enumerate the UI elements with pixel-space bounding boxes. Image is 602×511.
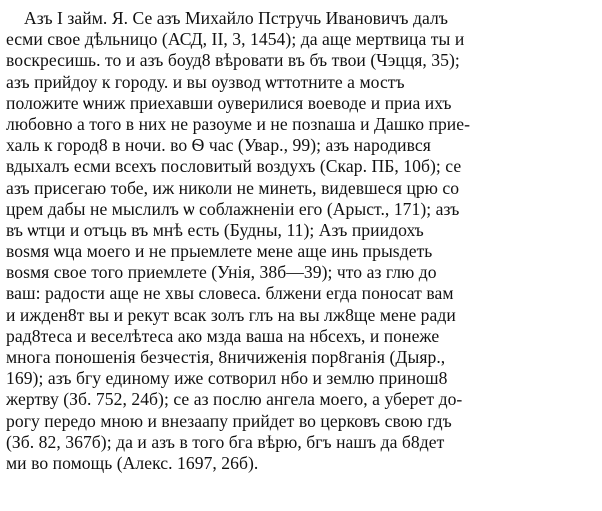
entry-line: црем дабы не мыслилъ ѡ соблажненіи его (Арыст., 171); азъ bbox=[6, 198, 460, 219]
entry-line: воsмя свое того приемлете (Унія, 38б—39); что аз глю до bbox=[6, 262, 437, 283]
entry-line: въ ѡтци и отъць въ мнѣ есть (Будны, 11); Азъ приидохъ bbox=[6, 219, 424, 240]
entry-line: воsмя ѡца моего и не прыемлете мене аще инь прыsдеть bbox=[6, 241, 433, 262]
entry-line: рогу передо мною и внезаапу прийдет во церковъ свою гдъ bbox=[6, 410, 452, 431]
entry-line: (Зб. 82, 367б); да и азъ в того бга вѣрю, бгъ нашъ да б8дет bbox=[6, 431, 445, 452]
entry-line: ми во помощь (Алекс. 1697, 26б). bbox=[6, 452, 259, 473]
entry-line: вдыхалъ есми всехъ пословитый воздухъ (Скар. ПБ, 10б); се bbox=[6, 156, 462, 177]
entry-line: ваш: радости аще не хвы словеса. блжени егда поносат вам bbox=[6, 283, 454, 304]
entry-line: халь к город8 в ночи. во Ѳ час (Увар., 99); азъ народився bbox=[6, 135, 431, 156]
entry-line: воскресишь. то и азъ боуд8 вѣровати въ бъ твои (Чэцця, 35); bbox=[6, 50, 460, 71]
entry-line: 169); азъ бгу единому иже сотворил нбо и землю принош8 bbox=[6, 368, 448, 389]
entry-line: положите ѡниж приехавши оуверилися воеводе и приа ихъ bbox=[6, 92, 452, 113]
entry-line: рад8тесa и веселѣтесa ако мзда ваша на нбсехъ, и понеже bbox=[6, 325, 440, 346]
entry-line: есми свое дѣльницо (АСД, II, 3, 1454); да аще мертвица ты и bbox=[6, 29, 465, 50]
entry-line: многа поношенія безчестія, 8ничиженія пор8ганія (Дыяр., bbox=[6, 347, 446, 367]
entry-line: азъ присегаю тобе, иж николи не минеть, видевшеся црю со bbox=[6, 177, 460, 198]
entry-line: азъ прийдоу к городу. и вы оузвод ѡттотните а мостъ bbox=[6, 71, 405, 92]
entry-line: и ижден8т вы и рекут всак золъ глъ на вы лж8ще мене ради bbox=[6, 304, 456, 325]
entry-line: жертву (Зб. 752, 24б); се аз послю ангела моего, а уберет до- bbox=[6, 389, 463, 410]
entry-line: Азъ I займ. Я. Се азъ Михайло Пстручь Ивановичъ далъ bbox=[24, 8, 448, 28]
entry-line: любовно а того в них не разоуме и не позnaша и Дашко прие- bbox=[6, 113, 471, 134]
